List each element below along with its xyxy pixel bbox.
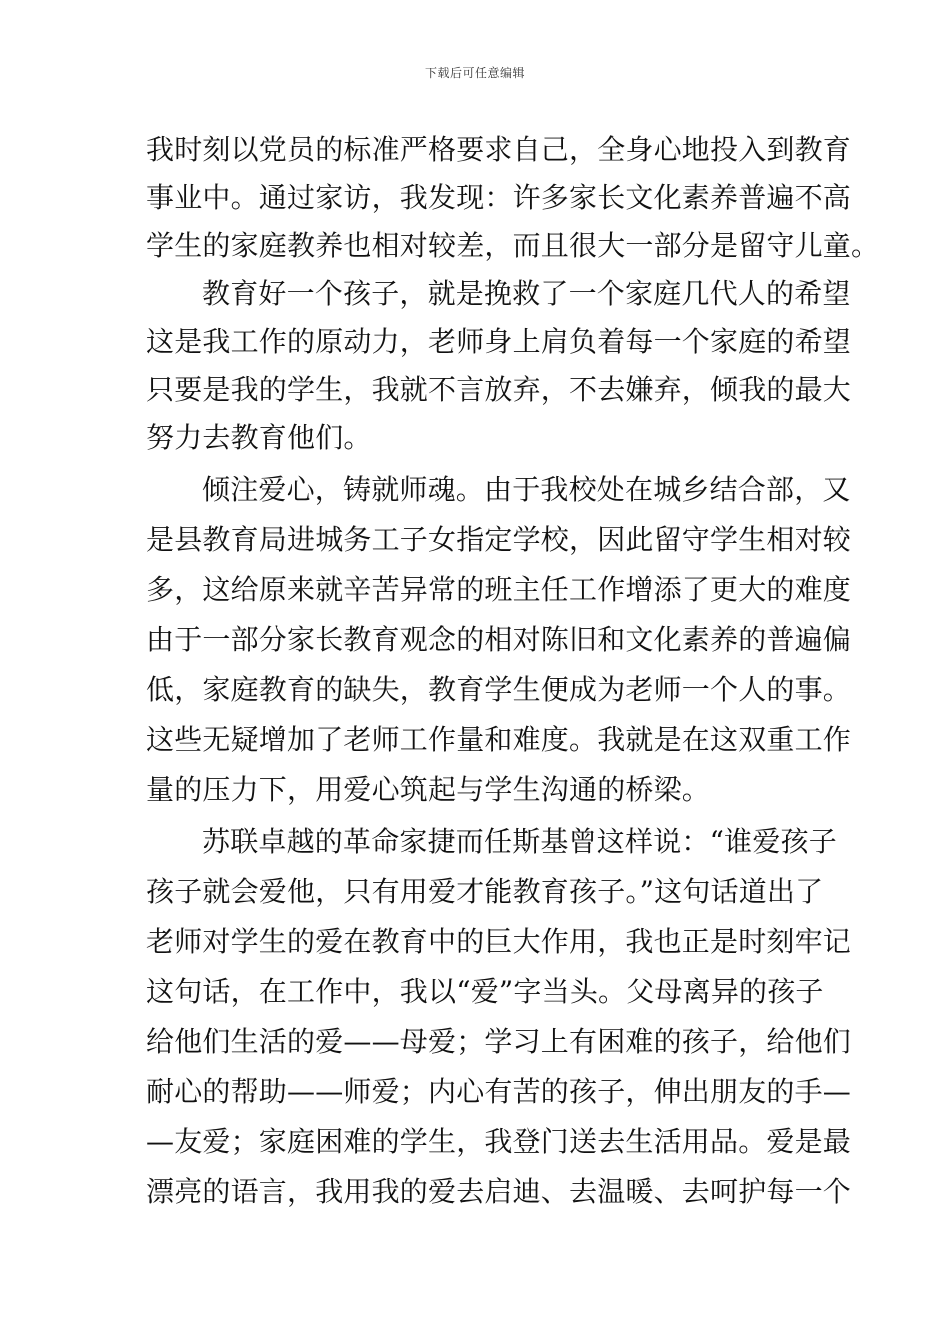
text-line: 这是我工作的原动力，老师身上肩负着每一个家庭的希望 [146,325,852,358]
text-line: 耐心的帮助——师爱；内心有苦的孩子，伸出朋友的手— [146,1075,852,1108]
text-line: 量的压力下，用爱心筑起与学生沟通的桥梁。 [146,773,711,806]
text-line: 多，这给原来就辛苦异常的班主任工作增添了更大的难度 [146,573,852,606]
text-line: 这句话，在工作中，我以“爱”字当头。父母离异的孩子 [146,975,824,1008]
text-line: 只要是我的学生，我就不言放弃，不去嫌弃，倾我的最大 [146,373,852,406]
text-line: 给他们生活的爱——母爱；学习上有困难的孩子，给他们 [146,1025,852,1058]
text-line: 事业中。通过家访，我发现：许多家长文化素养普遍不高 [146,181,852,214]
text-line: 老师对学生的爱在教育中的巨大作用，我也正是时刻牢记 [146,925,852,958]
text-line: 努力去教育他们。 [146,421,372,454]
text-line: 是县教育局进城务工子女指定学校，因此留守学生相对较 [146,523,852,556]
text-line: 我时刻以党员的标准严格要求自己，全身心地投入到教育 [146,133,852,166]
paragraph-first-line: 倾注爱心，铸就师魂。由于我校处在城乡结合部，又 [202,473,851,506]
text-line: 由于一部分家长教育观念的相对陈旧和文化素养的普遍偏 [146,623,852,656]
text-line: 漂亮的语言，我用我的爱去启迪、去温暖、去呵护每一个 [146,1175,852,1208]
text-line: 孩子就会爱他，只有用爱才能教育孩子。”这句话道出了 [146,875,824,908]
header-note: 下载后可任意编辑 [424,66,525,80]
text-line: —友爱；家庭困难的学生，我登门送去生活用品。爱是最 [146,1125,852,1158]
paragraph-first-line: 教育好一个孩子，就是挽救了一个家庭几代人的希望 [202,277,851,310]
text-line: 学生的家庭教养也相对较差，而且很大一部分是留守儿童。 [146,229,880,262]
paragraph-first-line: 苏联卓越的革命家捷而任斯基曾这样说：“谁爱孩子 [202,825,837,858]
text-line: 低，家庭教育的缺失，教育学生便成为老师一个人的事。 [146,673,852,706]
text-line: 这些无疑增加了老师工作量和难度。我就是在这双重工作 [146,723,852,756]
